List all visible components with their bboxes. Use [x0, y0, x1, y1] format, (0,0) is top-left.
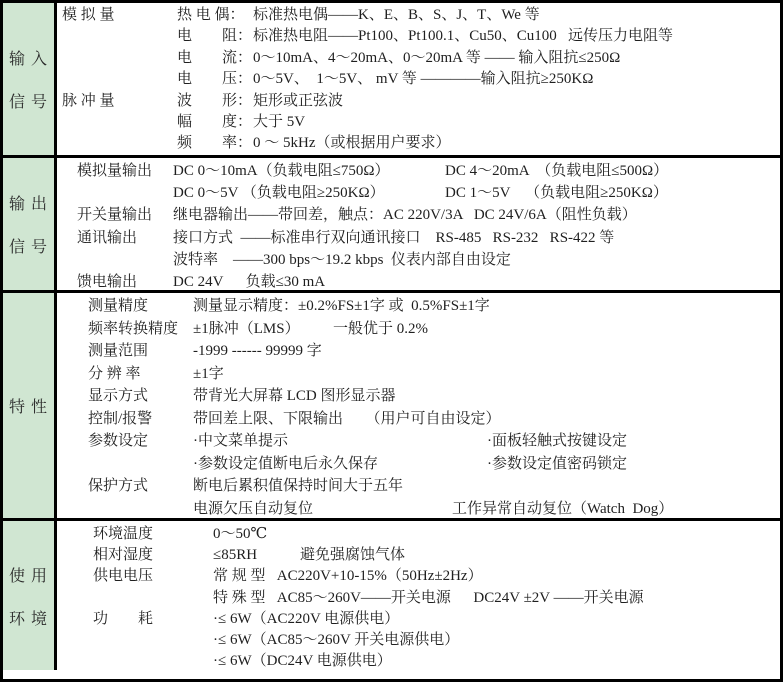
row-value: ·≤ 6W（AC220V 电源供电） [213, 610, 400, 627]
row-label: 频 率： [177, 135, 253, 152]
spec-row [57, 385, 780, 408]
spec-row [57, 363, 780, 386]
row-value-left: ·参数设定值断电后永久保存 [193, 455, 378, 472]
row-value-left: ≤85RH [213, 547, 258, 564]
row-label: 幅 度： [177, 113, 253, 130]
row-value-right: DC 4～20mA （负载电阻≤500Ω） [445, 163, 669, 179]
section-output-signal [3, 155, 780, 290]
row-value: 带背光大屏幕 LCD 图形显示器 [193, 388, 396, 404]
header-line: 信 号 [8, 239, 48, 256]
row-label: 功 耗 [93, 610, 154, 627]
row-label: 模拟量输出 [77, 163, 153, 179]
row-label [93, 651, 213, 670]
row-label: 参数设定 [88, 433, 149, 449]
row-value: -1999 ------ 99999 字 [193, 343, 322, 359]
row-label: 热 电 偶： [177, 7, 245, 23]
row-value [173, 182, 780, 204]
row-group-label [62, 26, 177, 47]
spec-row [57, 588, 780, 609]
row-value: 波特率 ——300 bps～19.2 kbps 仪表内部自由设定 [173, 251, 511, 268]
spec-row [57, 475, 780, 498]
row-value-left: DC 0～10mA（负载电阻≤750Ω） [173, 163, 390, 179]
row-value: 特 殊 型 AC85～260V——开关电源 DC24V ±2V ——开关电源 [213, 589, 644, 606]
spec-row [57, 566, 780, 587]
row-value-left: DC 0～5V （负载电阻≥250KΩ） [173, 185, 385, 202]
spec-row [57, 204, 780, 226]
row-label: 开关量输出 [77, 207, 153, 224]
row-label: 频率转换精度 [88, 320, 179, 337]
section-header-output-signal [3, 158, 57, 290]
spec-row [57, 408, 780, 431]
spec-row [57, 524, 780, 545]
row-value: 大于 5V [253, 113, 306, 130]
row-label: 电 阻： [177, 28, 253, 45]
spec-row [57, 249, 780, 271]
spec-row [57, 498, 780, 519]
row-value-left: 电源欠压自动复位 [193, 500, 314, 517]
header-line: 信 号 [8, 94, 48, 111]
section-header-features [3, 293, 57, 518]
row-value: 带回差上限、下限输出 （用户可自由设定） [193, 410, 501, 427]
spec-row [57, 91, 780, 112]
row-value [193, 318, 780, 341]
section-input-signal [3, 3, 780, 155]
row-label [77, 249, 173, 271]
spec-row [57, 630, 780, 651]
row-label: 波 形： [177, 92, 253, 109]
row-label: 通讯输出 [77, 229, 138, 246]
section-content-output [57, 158, 780, 290]
section-content-input [57, 3, 780, 155]
row-group-label [62, 112, 177, 133]
spec-row [57, 227, 780, 249]
row-label: 控制/报警 [88, 410, 153, 427]
spec-row [57, 453, 780, 476]
row-value: ±1字 [193, 365, 224, 382]
spec-row [57, 48, 780, 69]
section-content-environment [57, 521, 780, 670]
row-group-label [62, 133, 177, 154]
row-label: 显示方式 [88, 388, 149, 404]
row-group-label [62, 69, 177, 90]
row-value: 0 ～ 5kHz（或根据用户要求） [253, 135, 451, 152]
row-value: ·≤ 6W（AC85～260V 开关电源供电） [213, 631, 460, 648]
section-header-environment [3, 521, 57, 670]
row-value-right: 一般优于 0.2% [333, 320, 428, 337]
spec-row [57, 5, 780, 26]
spec-row [57, 545, 780, 566]
spec-row [57, 609, 780, 630]
row-label: 馈电输出 [77, 273, 138, 290]
spec-row [57, 651, 780, 670]
section-content-features [57, 293, 780, 518]
row-value: 0～50℃ [213, 526, 268, 542]
row-label: 供电电压 [93, 568, 154, 585]
row-value-right: 工作异常自动复位（Watch Dog） [452, 500, 674, 517]
row-label: 测量范围 [88, 343, 149, 359]
row-value: 测量显示精度：±0.2%FS±1字 或 0.5%FS±1字 [193, 298, 490, 314]
row-label [93, 588, 213, 609]
spec-row [57, 69, 780, 90]
row-value: 矩形或正弦波 [253, 92, 344, 109]
header-line: 使 用 [8, 567, 48, 585]
spec-row [57, 133, 780, 154]
section-header-input-signal [3, 3, 57, 155]
spec-row [57, 340, 780, 363]
row-label [88, 453, 193, 476]
header-line: 输 入 [8, 51, 48, 68]
row-label: 相对湿度 [93, 547, 154, 564]
row-value: ·≤ 6W（DC24V 电源供电） [213, 653, 392, 670]
row-value: 常 规 型 AC220V+10-15%（50Hz±2Hz） [213, 568, 483, 585]
row-value: 0～10mA、4～20mA、0～20mA 等 —— 输入阻抗≤250Ω [253, 49, 621, 66]
row-value-right: ·参数设定值密码锁定 [487, 455, 627, 472]
spec-row [57, 182, 780, 204]
row-group-label [62, 48, 177, 69]
row-value: 标准热电偶——K、E、B、S、J、T、We 等 [253, 7, 540, 23]
row-value: 0～5V、 1～5V、 mV 等 ————输入阻抗≥250KΩ [253, 71, 594, 88]
row-label: 测量精度 [88, 298, 149, 314]
row-value-left: ·中文菜单提示 [193, 433, 288, 449]
row-value [213, 545, 780, 566]
row-label [93, 630, 213, 651]
spec-row [57, 295, 780, 318]
row-label: 环境温度 [93, 526, 154, 542]
header-line: 输 出 [8, 196, 48, 213]
spec-row [57, 26, 780, 47]
row-label: 分 辨 率 [88, 365, 141, 382]
row-label: 保护方式 [88, 478, 149, 494]
row-label: 电 压： [177, 71, 253, 88]
row-value [193, 498, 780, 519]
section-features [3, 290, 780, 518]
row-value [193, 453, 780, 476]
row-value-left: ±1脉冲（LMS） [193, 320, 300, 337]
row-label [77, 182, 173, 204]
row-label [88, 498, 193, 519]
spec-row [57, 318, 780, 341]
spec-row [57, 112, 780, 133]
row-value-right: DC 1～5V （负载电阻≥250KΩ） [445, 185, 668, 202]
row-value: 接口方式 ——标准串行双向通讯接口 RS-485 RS-232 RS-422 等 [173, 229, 615, 246]
row-group-label: 脉 冲 量 [62, 92, 115, 109]
row-value-right: ·面板轻触式按键设定 [487, 433, 627, 449]
row-value [173, 160, 780, 182]
spec-row [57, 160, 780, 182]
row-label: 电 流： [177, 49, 253, 66]
row-value: DC 24V 负载≤30 mA [173, 273, 326, 290]
row-value: 标准热电阻——Pt100、Pt100.1、Cu50、Cu100 远传压力电阻等 [253, 28, 674, 45]
row-group-label: 模 拟 量 [62, 7, 115, 23]
header-line: 环 境 [8, 610, 48, 628]
row-value [193, 430, 780, 453]
section-environment [3, 518, 780, 670]
spec-row [57, 271, 780, 290]
spec-row [57, 430, 780, 453]
row-value: 断电后累积值保持时间大于五年 [193, 478, 404, 494]
row-value-right: 避免强腐蚀气体 [300, 547, 406, 564]
header-line: 特 性 [8, 399, 48, 416]
row-value: 继电器输出——带回差，触点：AC 220V/3A DC 24V/6A（阻性负载） [173, 207, 637, 224]
